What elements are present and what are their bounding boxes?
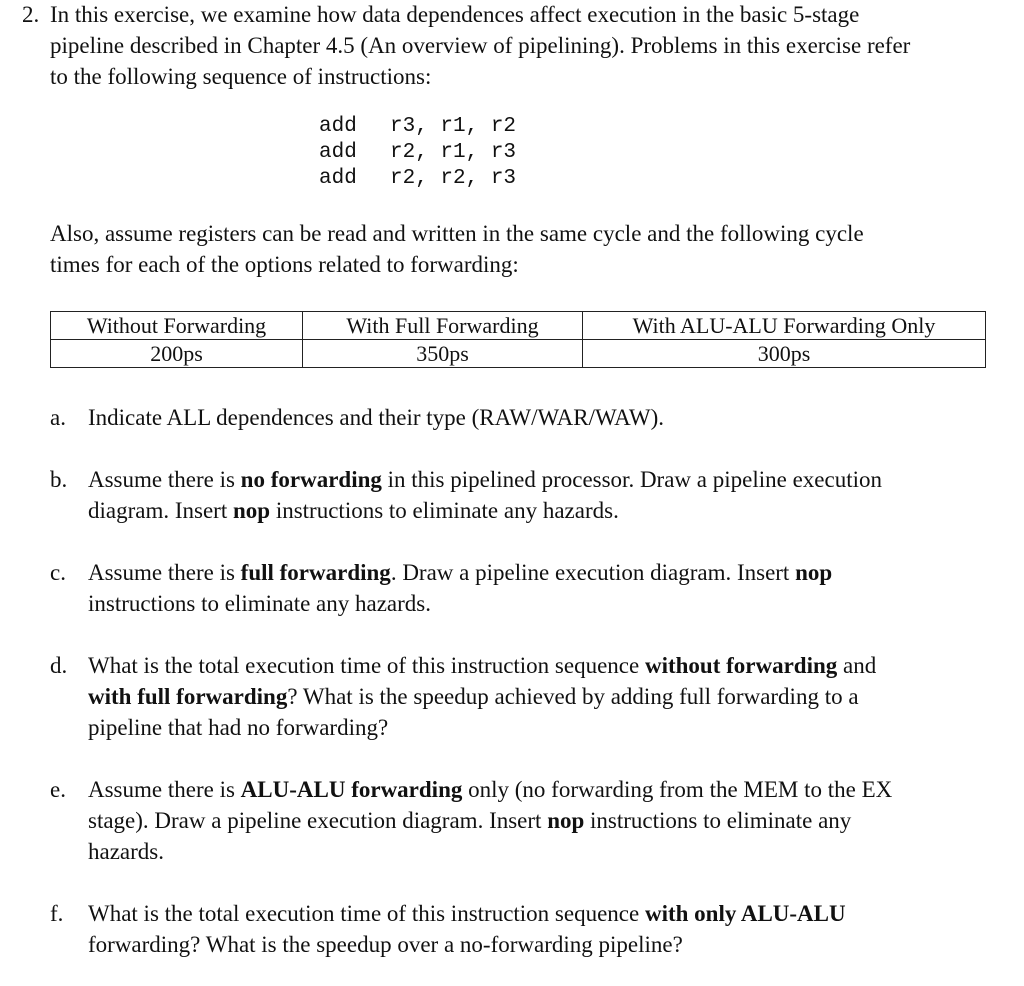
question-text: ? What is the speedup achieved by adding full forwarding to a — [287, 684, 859, 709]
code-op: add — [319, 115, 357, 138]
intro-line: to the following sequence of instructions: — [50, 64, 432, 89]
question-letter: a. — [50, 405, 66, 430]
table-header-cell: Without Forwarding — [51, 312, 303, 340]
question-letter: c. — [50, 560, 66, 585]
question-letter: b. — [50, 467, 68, 492]
question-text: . Draw a pipeline execution diagram. Insert — [390, 560, 796, 585]
question-letter: d. — [50, 653, 68, 678]
question-text: Assume there is — [88, 777, 241, 802]
question-text-line — [88, 899, 846, 929]
question-text-line — [88, 651, 876, 681]
emphasis-text: with full forwarding — [88, 684, 288, 709]
question-text: in this pipelined processor. Draw a pipeline execution — [381, 467, 882, 492]
code-args: r2, r2, r3 — [390, 167, 517, 190]
emphasis-text: no forwarding — [240, 467, 382, 492]
question-text-line — [88, 589, 431, 619]
question-text: What is the total execution time of this instruction sequence — [88, 653, 645, 678]
question-letter: f. — [50, 901, 64, 926]
question-text: hazards. — [88, 839, 164, 864]
question-text: instructions to eliminate any hazards. — [88, 591, 431, 616]
code-args: r2, r1, r3 — [390, 141, 517, 164]
question-text-line — [88, 930, 683, 960]
question-text: What is the total execution time of this instruction sequence — [88, 901, 645, 926]
question-text: stage). Draw a pipeline execution diagram. Insert — [88, 808, 548, 833]
table-cell: 300ps — [583, 340, 986, 368]
emphasis-text: full forwarding — [240, 560, 391, 585]
code-args: r3, r1, r2 — [390, 115, 517, 138]
question-text: only (no forwarding from the MEM to the EX — [462, 777, 893, 802]
question-text: and — [837, 653, 877, 678]
table-header-cell: With ALU-ALU Forwarding Only — [583, 312, 986, 340]
table-row — [51, 340, 986, 368]
question-text: Assume there is — [88, 560, 241, 585]
table-cell: 200ps — [51, 340, 303, 368]
question-text: forwarding? What is the speedup over a no-forwarding pipeline? — [88, 932, 683, 957]
intro-line: pipeline described in Chapter 4.5 (An overview of pipelining). Problems in this exercise refer — [50, 33, 911, 58]
table-cell: 350ps — [303, 340, 583, 368]
question-text: instructions to eliminate any — [584, 808, 852, 833]
table-header-row — [51, 312, 986, 340]
question-letter: e. — [50, 777, 66, 802]
emphasis-text: nop — [795, 560, 833, 585]
problem-number: 2. — [22, 2, 40, 27]
emphasis-text: without forwarding — [644, 653, 838, 678]
question-text-line — [88, 713, 388, 743]
emphasis-text: with only ALU-ALU — [644, 901, 846, 926]
question-text: instructions to eliminate any hazards. — [270, 498, 619, 523]
question-text: pipeline that had no forwarding? — [88, 715, 389, 740]
question-text: Assume there is — [88, 467, 241, 492]
assume-line: times for each of the options related to forwarding: — [50, 252, 519, 277]
assume-line: Also, assume registers can be read and written in the same cycle and the following cycle — [50, 221, 864, 246]
question-text-line — [88, 558, 832, 588]
emphasis-text: ALU-ALU forwarding — [240, 777, 463, 802]
table-header-cell: With Full Forwarding — [303, 312, 583, 340]
question-text-line — [88, 806, 851, 836]
code-op: add — [319, 141, 357, 164]
question-text: diagram. Insert — [88, 498, 233, 523]
question-text-line — [88, 837, 164, 867]
cycle-time-table — [50, 311, 986, 368]
question-text-line — [88, 496, 619, 526]
emphasis-text: nop — [547, 808, 585, 833]
question-text: Indicate ALL dependences and their type (RAW/WAR/WAW). — [88, 405, 665, 430]
question-text-line — [88, 403, 664, 433]
code-op: add — [319, 167, 357, 190]
intro-line: In this exercise, we examine how data dependences affect execution in the basic 5-stage — [50, 2, 860, 27]
question-text-line — [88, 682, 859, 712]
emphasis-text: nop — [232, 498, 271, 523]
question-text-line — [88, 465, 882, 495]
question-text-line — [88, 775, 892, 805]
